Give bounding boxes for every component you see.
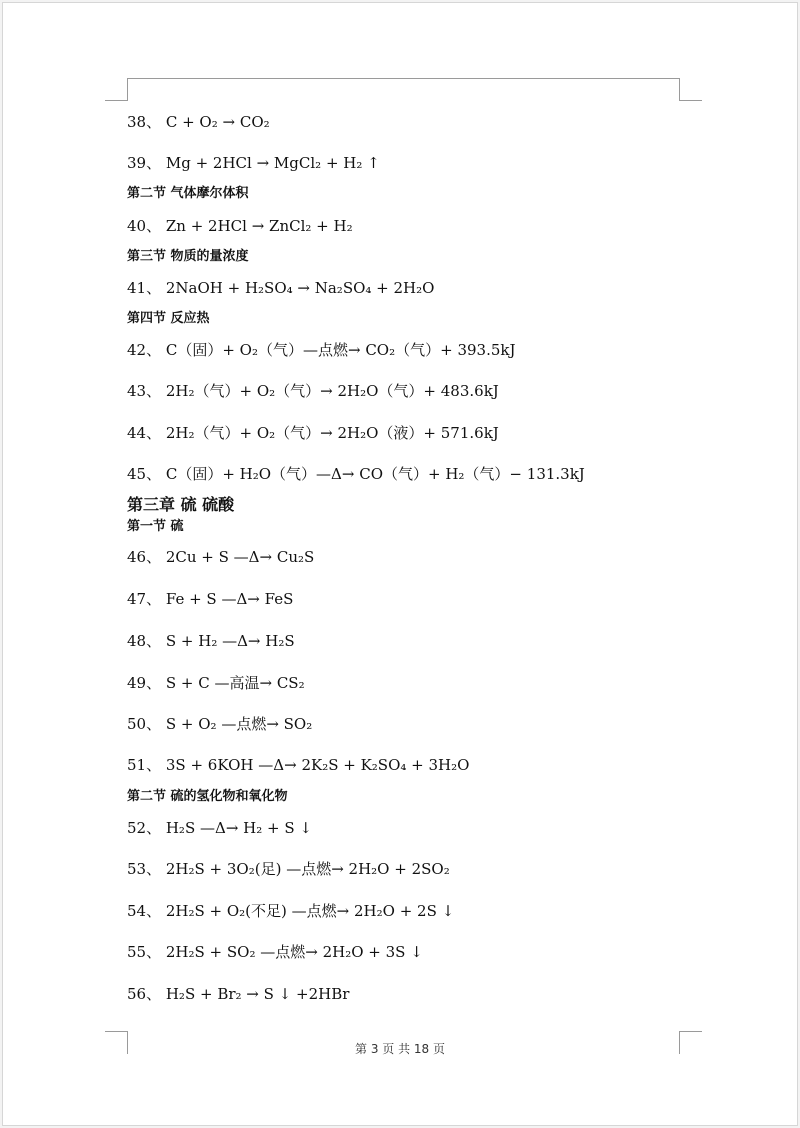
crop-mark-top-left	[105, 78, 128, 101]
section-heading: 第二节 硫的氢化物和氧化物	[127, 789, 288, 804]
section-heading: 第四节 反应热	[127, 311, 210, 326]
equation-52: 52、 H₂S —Δ→ H₂ + S ↓	[127, 819, 312, 837]
equation-55: 55、 2H₂S + SO₂ —点燃→ 2H₂O + 3S ↓	[127, 943, 423, 961]
equation-41: 41、 2NaOH + H₂SO₄ → Na₂SO₄ + 2H₂O	[127, 279, 435, 297]
equation-40: 40、 Zn + 2HCl → ZnCl₂ + H₂	[127, 217, 353, 235]
equation-50: 50、 S + O₂ —点燃→ SO₂	[127, 715, 313, 733]
equation-48: 48、 S + H₂ —Δ→ H₂S	[127, 632, 295, 650]
equation-38: 38、 C + O₂ → CO₂	[127, 113, 270, 131]
equation-51: 51、 3S + 6KOH —Δ→ 2K₂S + K₂SO₄ + 3H₂O	[127, 756, 470, 774]
section-heading: 第三节 物质的量浓度	[127, 249, 249, 264]
equation-49: 49、 S + C —高温→ CS₂	[127, 674, 305, 692]
equation-47: 47、 Fe + S —Δ→ FeS	[127, 590, 294, 608]
equation-46: 46、 2Cu + S —Δ→ Cu₂S	[127, 548, 315, 566]
equation-42: 42、 C（固）+ O₂（气）—点燃→ CO₂（气）+ 393.5kJ	[127, 341, 516, 359]
crop-mark-top-right	[679, 78, 702, 101]
equation-53: 53、 2H₂S + 3O₂(足) —点燃→ 2H₂O + 2SO₂	[127, 860, 450, 878]
section-heading: 第二节 气体摩尔体积	[127, 186, 249, 201]
equation-54: 54、 2H₂S + O₂(不足) —点燃→ 2H₂O + 2S ↓	[127, 902, 455, 920]
equation-43: 43、 2H₂（气）+ O₂（气）→ 2H₂O（气）+ 483.6kJ	[127, 382, 499, 400]
section-heading: 第一节 硫	[127, 519, 184, 534]
equation-44: 44、 2H₂（气）+ O₂（气）→ 2H₂O（液）+ 571.6kJ	[127, 424, 499, 442]
chapter-heading: 第三章 硫 硫酸	[127, 495, 235, 514]
page-footer: 第 3 页 共 18 页	[355, 1042, 445, 1056]
equation-45: 45、 C（固）+ H₂O（气）—Δ→ CO（气）+ H₂（气）− 131.3kJ	[127, 465, 585, 483]
equation-39: 39、 Mg + 2HCl → MgCl₂ + H₂ ↑	[127, 154, 380, 172]
header-rule	[127, 78, 680, 79]
document-page	[2, 2, 798, 1126]
equation-56: 56、 H₂S + Br₂ → S ↓ +2HBr	[127, 985, 350, 1003]
